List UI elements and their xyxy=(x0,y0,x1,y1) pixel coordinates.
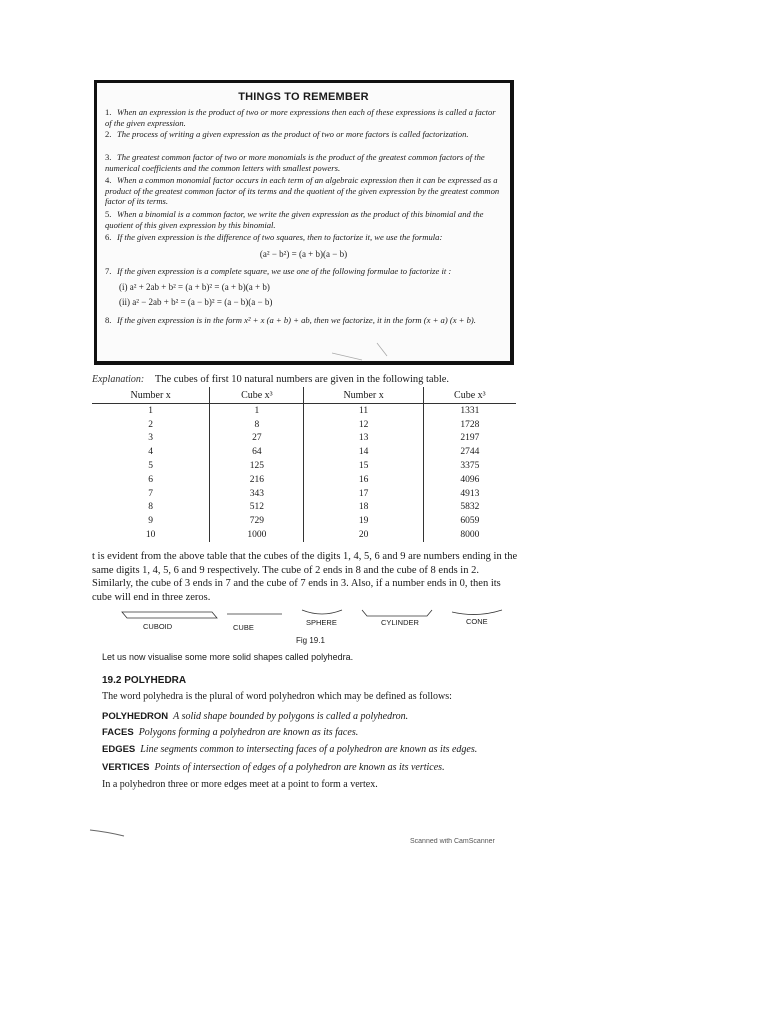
table-cell: 11 xyxy=(304,404,423,418)
table-header: Cube x³ xyxy=(210,387,304,404)
table-header: Number x xyxy=(304,387,423,404)
formula-difference-of-squares: (a² − b²) = (a + b)(a − b) xyxy=(259,249,348,259)
table-cell: 5 xyxy=(148,461,154,472)
table-cell: 343 xyxy=(210,487,304,501)
formula-7i: (i) a² + 2ab + b² = (a + b)² = (a + b)(a + b) xyxy=(119,282,270,292)
rule-7: 7. If the given expression is a complete square, we use one of the following formulae to factorize it : xyxy=(105,266,452,276)
shape-label-cone: CONE xyxy=(466,617,488,626)
table-cell: 512 xyxy=(210,501,304,515)
rule-1: 1. When an expression is the product of two or more expressions then each of these expressions is called a factor of the given expression. xyxy=(105,107,496,128)
table-cell: 14 xyxy=(304,445,423,459)
cubes-table xyxy=(92,387,516,542)
rule-2: 2. The process of writing a given expression as the product of two or more factors is called factorization. xyxy=(105,129,469,139)
table-cell: 10 xyxy=(145,530,156,541)
pencil-stroke-decoration xyxy=(88,826,128,838)
table-cell: 12 xyxy=(304,418,423,432)
table-cell: 1 xyxy=(210,404,304,418)
table-cell: 125 xyxy=(210,459,304,473)
table-row xyxy=(92,445,516,459)
table-cell: 15 xyxy=(304,459,423,473)
table-cell: 64 xyxy=(210,445,304,459)
definition-vertices: VERTICES Points of intersection of edges of a polyhedron are known as its vertices. xyxy=(102,762,445,773)
table-cell: 2 xyxy=(148,419,154,430)
table-cell: 4096 xyxy=(423,473,516,487)
table-row xyxy=(92,418,516,432)
table-row xyxy=(92,528,516,542)
pencil-marks-decoration xyxy=(327,338,407,363)
table-cell: 1331 xyxy=(423,404,516,418)
table-cell: 16 xyxy=(304,473,423,487)
table-cell: 27 xyxy=(210,432,304,446)
table-cell: 8 xyxy=(210,418,304,432)
scanner-watermark: Scanned with CamScanner xyxy=(410,838,495,843)
table-cell: 6059 xyxy=(423,514,516,528)
table-row xyxy=(92,501,516,515)
table-row xyxy=(92,432,516,446)
rule-4: 4. When a common monomial factor occurs in each term of an algebraic expression then it can be expressed as a product of the greatest common factor of its terms and the quotient of the given expression by the greatest common factor of its terms. xyxy=(105,175,500,207)
figure-caption: Fig 19.1 xyxy=(296,636,325,645)
definition-polyhedron: POLYHEDRON A solid shape bounded by polygons is called a polyhedron. xyxy=(102,711,409,722)
rule-6: 6. If the given expression is the difference of two squares, then to factorize it, we use the formula: xyxy=(105,232,443,242)
table-cell: 6 xyxy=(148,474,154,485)
table-cell: 1728 xyxy=(423,418,516,432)
box-title: THINGS TO REMEMBER xyxy=(238,91,369,103)
explanation-line xyxy=(92,374,449,385)
table-cell: 216 xyxy=(210,473,304,487)
table-header: Cube x³ xyxy=(423,387,516,404)
rule-8: 8. If the given expression is in the form x² + x (a + b) + ab, then we factorize, it in the form (x + a) (x + b). xyxy=(105,315,476,325)
table-cell: 3375 xyxy=(423,459,516,473)
table-cell: 18 xyxy=(304,501,423,515)
table-cell: 4 xyxy=(148,447,154,458)
cube-digits-paragraph: t is evident from the above table that the cubes of the digits 1, 4, 5, 6 and 9 are numbers ending in the same digits 1, 4, 5, 6 and 9 respectively. The cube of 2 ends in 8 and the cube of 8 ends in 2. Similarly, the cube of 3 ends in 7 and the cube of 7 ends in 3. Also, if a number ends in 0, then its cube will end in three zeros. xyxy=(92,551,518,603)
table-cell: 2197 xyxy=(423,432,516,446)
table-cell: 20 xyxy=(304,528,423,542)
definition-faces: FACES Polygons forming a polyhedron are known as its faces. xyxy=(102,727,359,738)
closing-sentence: In a polyhedron three or more edges meet at a point to form a vertex. xyxy=(102,779,378,790)
table-cell: 1000 xyxy=(210,528,304,542)
shape-label-cuboid: CUBOID xyxy=(143,622,173,631)
rule-5: 5. When a binomial is a common factor, we write the given expression as the product of this binomial and the quotient of this given expression by this binomial. xyxy=(105,209,484,230)
explanation-text: The cubes of first 10 natural numbers are given in the following table. xyxy=(154,374,450,385)
table-row xyxy=(92,473,516,487)
definition-edges: EDGES Line segments common to intersecting faces of a polyhedron are known as its edges. xyxy=(102,744,478,755)
visualise-text: Let us now visualise some more solid shapes called polyhedra. xyxy=(102,652,354,662)
table-cell: 13 xyxy=(304,432,423,446)
table-cell: 1 xyxy=(148,405,154,416)
table-cell: 17 xyxy=(304,487,423,501)
table-cell: 7 xyxy=(148,488,154,499)
table-cell: 9 xyxy=(148,516,154,527)
table-header: Number x xyxy=(92,387,210,404)
table-cell: 19 xyxy=(304,514,423,528)
shape-label-cube: CUBE xyxy=(233,623,254,632)
table-row xyxy=(92,487,516,501)
rule-3: 3. The greatest common factor of two or more monomials is the product of the greatest common factors of the numerical coefficients and the common letters with smallest powers. xyxy=(105,152,485,173)
shape-label-cylinder: CYLINDER xyxy=(381,618,419,627)
table-row xyxy=(92,459,516,473)
table-cell: 8 xyxy=(148,502,154,513)
table-cell: 8000 xyxy=(423,528,516,542)
section-intro: The word polyhedra is the plural of word polyhedron which may be defined as follows: xyxy=(102,691,452,702)
table-cell: 729 xyxy=(210,514,304,528)
table-row xyxy=(92,404,516,418)
formula-7ii: (ii) a² − 2ab + b² = (a − b)² = (a − b)(a − b) xyxy=(119,297,273,307)
table-cell: 5832 xyxy=(423,501,516,515)
table-cell: 4913 xyxy=(423,487,516,501)
table-row xyxy=(92,514,516,528)
explanation-label: Explanation: xyxy=(92,374,145,385)
table-cell: 3 xyxy=(148,433,154,444)
table-cell: 2744 xyxy=(423,445,516,459)
shape-label-sphere: SPHERE xyxy=(306,618,337,627)
things-to-remember-box xyxy=(94,80,514,365)
section-title: 19.2 POLYHEDRA xyxy=(102,675,187,686)
